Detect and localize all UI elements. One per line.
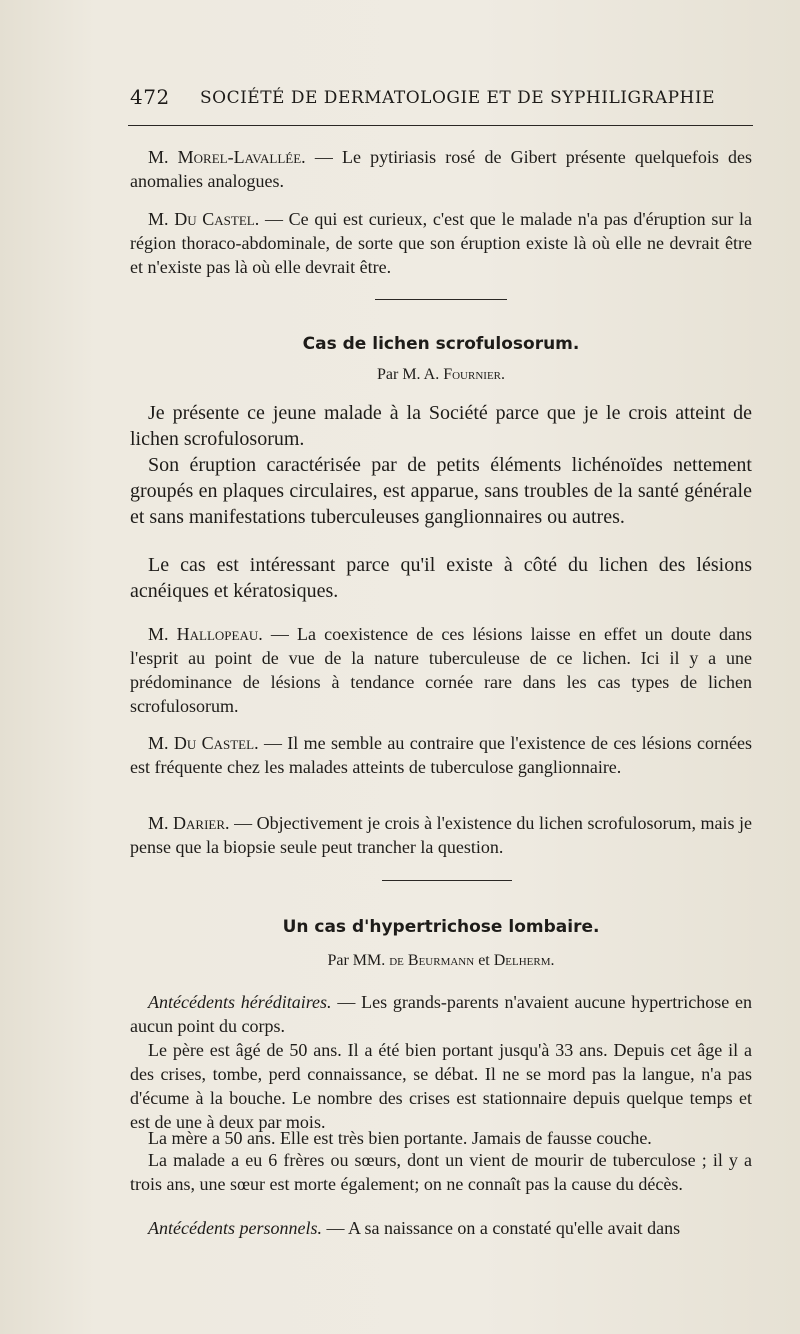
paragraph-du-castel-2 [130,731,752,779]
paragraph-lichen-interest [130,552,752,604]
paragraph-text: Le cas est intéressant parce qu'il existe à côté du lichen des lésions acnéiques et kératosiques. [130,554,752,602]
section-byline-lichen [130,366,752,384]
section-byline-hypertrichose [130,952,752,970]
paragraph-text: — Ce qui est curieux, c'est que le malade n'a pas d'éruption sur la région thoraco-abdominale, de sorte que son éruption existe là où elle ne devrait être et n'existe pas là où elle devrait être. [130,209,753,277]
byline-particle: de [389,952,408,969]
section-divider [382,880,512,881]
byline-prefix: Par M. A. [376,366,444,383]
paragraph-text: Son éruption caractérisée par de petits éléments lichénoïdes nettement groupés en plaques circulaires, est apparue, sans troubles de la santé générale et sans manifestations tuberculeuses ganglionnaires ou autres. [130,454,752,528]
running-header [130,85,760,109]
paragraph-hallopeau [130,622,752,718]
paragraph-pere [130,1038,752,1134]
paragraph-text: La mère a 50 ans. Elle est très bien portante. Jamais de fausse couche. [148,1128,652,1148]
author-name: Fournier. [443,366,506,383]
paragraph-text: Le père est âgé de 50 ans. Il a été bien portant jusqu'à 33 ans. Depuis cet âge il a des crises, tombe, perd connaissance, se débat. Il ne se mord pas la langue, n'a pas d'écume à la bouche. Le nombre des crises est stationnaire depuis quelque temps et est de une à deux par mois. [130,1040,752,1132]
paragraph-text: Je présente ce jeune malade à la Société parce que je le crois atteint de lichen scrofulosorum. [130,402,752,450]
speaker-name: M. Morel-Lavallée. [148,147,306,167]
paragraph-lichen-intro [130,400,752,452]
author-name: Delherm. [493,952,555,969]
paragraph-text: — Les grands-parents n'avaient aucune hypertrichose en aucun point du corps. [130,992,752,1036]
paragraph-darier [130,811,752,859]
speaker-name: M. Du Castel. [148,733,259,753]
paragraph-du-castel-1 [130,207,752,279]
section-title-hypertrichose: Un cas d'hypertrichose lombaire. [282,917,600,937]
paragraph-malade [130,1148,752,1196]
subsection-label: Antécédents héréditaires. [148,992,332,1012]
paragraph-text: — A sa naissance on a constaté qu'elle avait dans [321,1218,681,1238]
paragraph-text: — La coexistence de ces lésions laisse en effet un doute dans l'esprit au point de vue de la nature tuberculeuse de ce lichen. Ici il y a une prédominance de lésions à tendance cornée rare dans les cas types de lichen scrofulosorum. [130,624,752,716]
section-title-lichen: Cas de lichen scrofulosorum. [302,334,580,354]
speaker-name: M. Du Castel. [148,209,260,229]
paragraph-antecedents-personnels [130,1216,752,1240]
subsection-label: Antécédents personnels. [148,1218,322,1238]
byline-prefix: Par MM. [327,952,390,969]
running-title: SOCIÉTÉ DE DERMATOLOGIE ET DE SYPHILIGRAPHIE [200,88,716,108]
paragraph-text: — Le pytiriasis rosé de Gibert présente quelquefois des anomalies analogues. [130,147,752,191]
paragraph-morel-lavallee [130,145,752,193]
section-divider [375,299,507,300]
byline-conjunction: et [474,952,494,969]
paragraph-text: — Objectivement je crois à l'existence du lichen scrofulosorum, mais je pense que la biopsie seule peut trancher la question. [130,813,752,857]
paragraph-text: La malade a eu 6 frères ou sœurs, dont un vient de mourir de tuberculose ; il y a trois ans, une sœur est morte également; on ne connaît pas la cause du décès. [130,1150,752,1194]
paragraph-mere [130,1126,752,1150]
author-name: Beurmann [407,952,475,969]
speaker-name: M. Hallopeau. [148,624,263,644]
page-number: 472 [130,85,170,109]
speaker-name: M. Darier. [148,813,230,833]
header-rule [128,125,753,126]
paragraph-antecedents-hereditaires [130,990,752,1038]
paragraph-lichen-eruption [130,452,752,530]
paragraph-text: — Il me semble au contraire que l'existence de ces lésions cornées est fréquente chez les malades atteints de tuberculose ganglionnaire. [130,733,752,777]
